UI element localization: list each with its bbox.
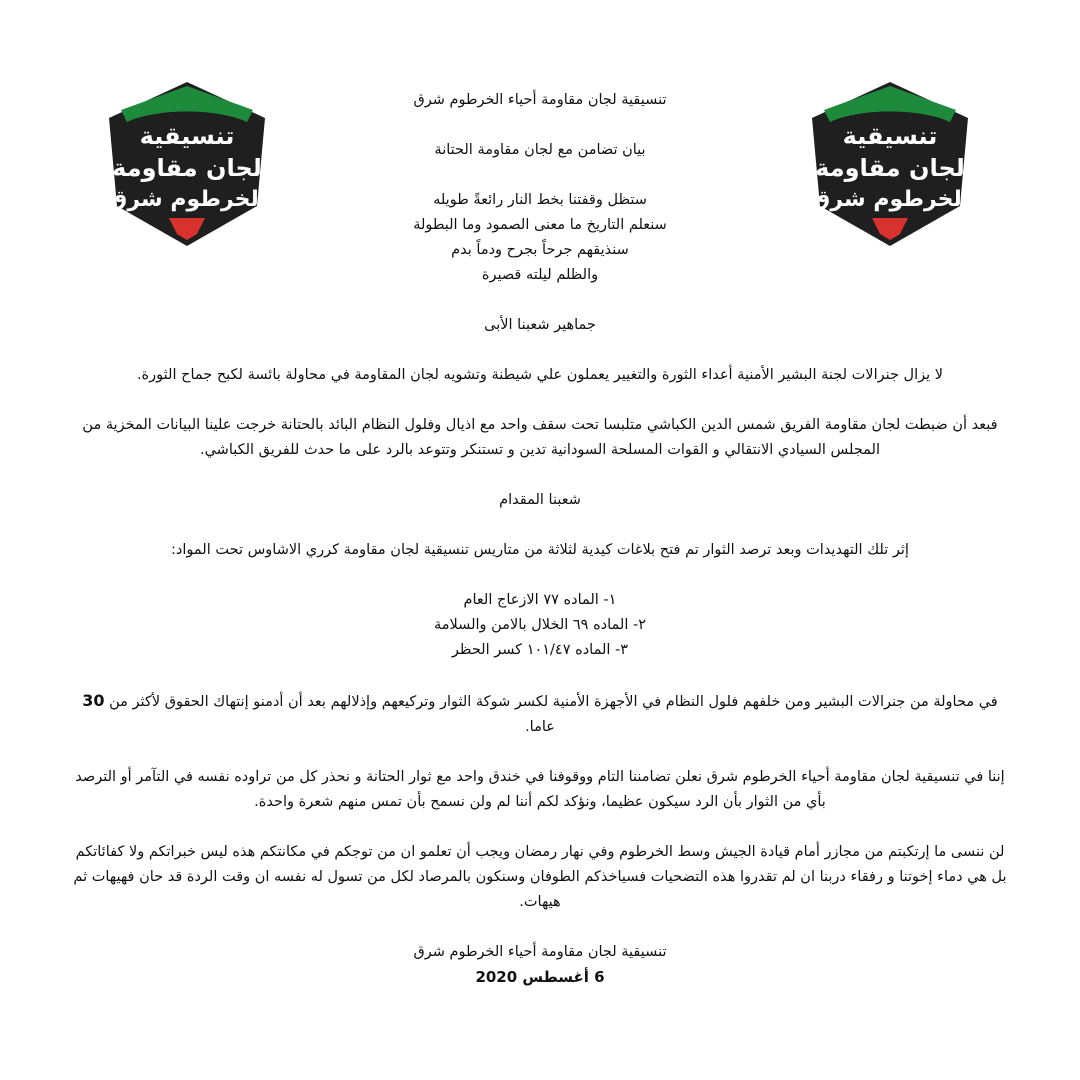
poem-line: سنذيقهم جرحاً بجرح ودماً بدم (451, 242, 629, 258)
logo-line-2: لجان مقاومة (112, 154, 262, 182)
statement-title: بيان تضامن مع لجان مقاومة الحتانة (434, 142, 646, 158)
paragraph-4-end: عاما. (525, 719, 555, 735)
logo-line-1: تنسيقية (842, 122, 938, 150)
years-number: 30 (82, 691, 105, 710)
article-item: ٢- الماده ٦٩ الخلال بالامن والسلامة (433, 617, 647, 633)
article-item: ١- الماده ٧٧ الازعاج العام (463, 592, 617, 608)
statement-document (70, 88, 1010, 990)
statement-date: 6 أغسطس 2020 (475, 968, 605, 986)
logo-line-2: لجان مقاومة (815, 154, 965, 182)
salutation-2: شعبنا المقدام (499, 492, 581, 508)
poem-line: ستظل وقفتنا بخط النار رائعةً طويله (433, 192, 647, 208)
article-item: ٣- الماده ١٠١/٤٧ كسر الحظر (451, 642, 629, 658)
paragraph-3: إثر تلك التهديدات وبعد ترصد الثوار تم فتح بلاغات كيدية لثلاثة من متاريس تنسيقية لجان مقاومة كرري الاشاوس تحت المواد: (171, 542, 909, 558)
paragraph-2: فبعد أن ضبطت لجان مقاومة الفريق شمس الدين الكباشي متلبسا تحت سقف واحد مع اذيال وفلول النظام البائد بالحتانة خرجت علينا البيانات المخزية من المجلس السيادي الانتقالي و القوات المسلحة السودانية تدين و تستنكر وتتوعد بالرد على ما حدث للفريق الكباشي. (82, 417, 998, 458)
salutation: جماهير شعبنا الأبى (484, 317, 596, 333)
poem-line: سنعلم التاريخ ما معنى الصمود وما البطولة (413, 217, 667, 233)
logo-line-3: الخرطوم شرق (810, 187, 970, 212)
poem-line: والظلم ليلته قصيرة (481, 267, 599, 283)
paragraph-6: لن ننسى ما إرتكبتم من مجازر أمام قيادة الجيش وسط الخرطوم وفي نهار رمضان ويجب أن تعلمو ان من توجكم في مكانتكم هذه ليس خبراتكم ولا كفائاتكم بل هي دماء إخوتنا و رفقاء دربنا ان لم تقدروا هذه التضحيات فسياخذكم الطوفان وسنكون بالمرصاد لكل من تسول له نفسه ان وقت الردة قد حان فهيهات ثم هيهات. (73, 844, 1007, 910)
paragraph-4-start: في محاولة من جنرالات البشير ومن خلفهم فلول النظام في الأجهزة الأمنية لكسر شوكة الثوار وتركيعهم وإذلالهم بعد أن أدمنو إنتهاك الحقوق لأكثر من (104, 694, 998, 710)
paragraph-5: إننا في تنسيقية لجان مقاومة أحياء الخرطوم شرق نعلن تضامننا التام ووقوفنا في خندق واحد مع ثوار الحتانة و نحذر كل من تراوده نفسه في التآمر أو الترصد بأي من الثوار بأن الرد سيكون عظيما، ونؤكد لكم أننا لم ولن نسمح بأن تمس منهم شعرة واحدة. (75, 769, 1005, 810)
logo-line-1: تنسيقية (139, 122, 235, 150)
signature: تنسيقية لجان مقاومة أحياء الخرطوم شرق (413, 944, 667, 960)
paragraph-1: لا يزال جنرالات لجنة البشير الأمنية أعداء الثورة والتغيير يعملون علي شيطنة وتشويه لجان المقاومة في محاولة بائسة لكبح جماح الثورة. (136, 367, 944, 383)
logo-line-3: الخرطوم شرق (107, 187, 267, 212)
organization-name: تنسيقية لجان مقاومة أحياء الخرطوم شرق (413, 92, 667, 108)
paragraph-4 (70, 688, 1010, 740)
